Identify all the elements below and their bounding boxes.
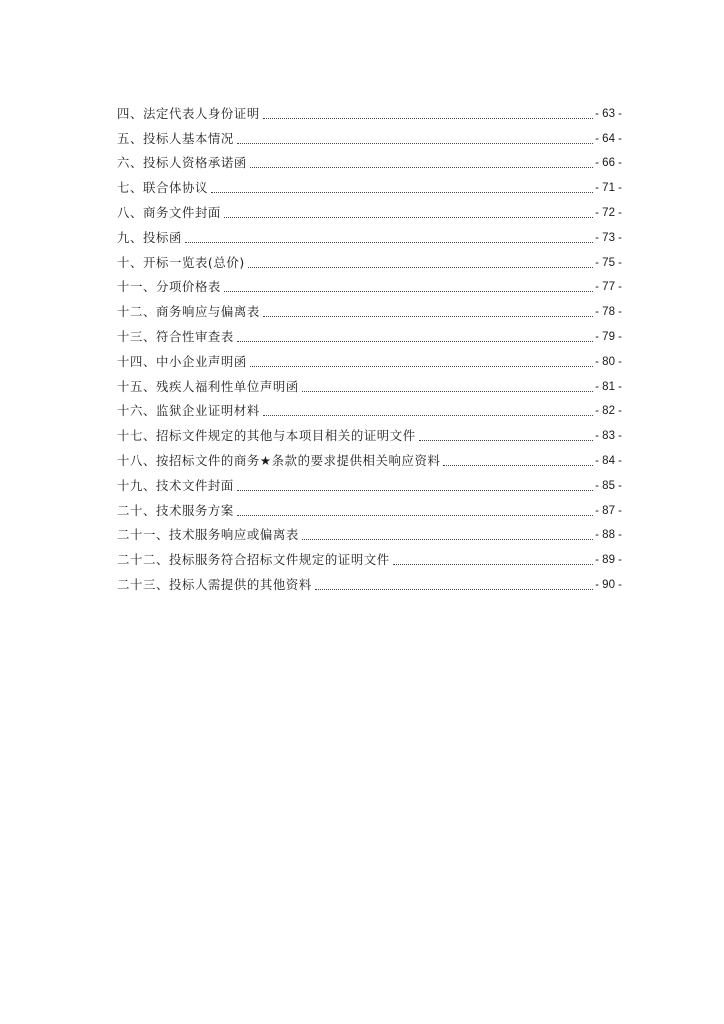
toc-dot-leader [393, 564, 593, 565]
toc-entry-title: 二十、技术服务方案 [117, 502, 234, 518]
toc-entry-title: 十九、技术文件封面 [117, 477, 234, 493]
toc-entry[interactable] [117, 496, 622, 521]
toc-dot-leader [237, 490, 593, 491]
toc-entry[interactable] [117, 347, 622, 372]
toc-dot-leader [211, 192, 593, 193]
toc-entry-page: - 64 - [595, 132, 622, 145]
toc-entry[interactable] [117, 372, 622, 397]
toc-dot-leader [302, 539, 593, 540]
toc-entry[interactable] [117, 322, 622, 347]
toc-entry-page: - 72 - [595, 206, 622, 219]
toc-dot-leader [248, 267, 593, 268]
table-of-contents [117, 99, 622, 595]
toc-dot-leader [237, 341, 593, 342]
toc-entry-page: - 89 - [595, 554, 622, 567]
toc-entry-page: - 83 - [595, 430, 622, 443]
toc-dot-leader [250, 366, 593, 367]
toc-entry-title: 二十一、技术服务响应或偏离表 [117, 527, 299, 543]
toc-entry-page: - 78 - [595, 306, 622, 319]
toc-entry[interactable] [117, 570, 622, 595]
toc-entry-title: 十七、招标文件规定的其他与本项目相关的证明文件 [117, 428, 416, 444]
toc-entry-title: 十一、分项价格表 [117, 279, 221, 295]
toc-dot-leader [224, 291, 593, 292]
toc-entry-page: - 80 - [595, 355, 622, 368]
toc-entry[interactable] [117, 124, 622, 149]
toc-dot-leader [263, 316, 593, 317]
toc-entry[interactable] [117, 99, 622, 124]
toc-dot-leader [263, 415, 593, 416]
toc-entry-title: 二十二、投标服务符合招标文件规定的证明文件 [117, 552, 390, 568]
toc-entry-page: - 90 - [595, 578, 622, 591]
toc-entry[interactable] [117, 273, 622, 298]
toc-entry-title: 八、商务文件封面 [117, 204, 221, 220]
toc-entry[interactable] [117, 397, 622, 422]
toc-entry-page: - 82 - [595, 405, 622, 418]
toc-entry[interactable] [117, 223, 622, 248]
toc-entry-title: 七、联合体协议 [117, 180, 208, 196]
toc-entry-title: 十五、残疾人福利性单位声明函 [117, 378, 299, 394]
toc-entry-title: 十八、按招标文件的商务★条款的要求提供相关响应资料 [117, 452, 441, 468]
toc-entry-title: 十二、商务响应与偏离表 [117, 304, 260, 320]
toc-dot-leader [237, 515, 593, 516]
toc-dot-leader [315, 589, 593, 590]
toc-entry-title: 二十三、投标人需提供的其他资料 [117, 576, 312, 592]
toc-entry-title: 九、投标函 [117, 229, 182, 245]
toc-entry-title: 五、投标人基本情况 [117, 130, 234, 146]
toc-entry-page: - 77 - [595, 281, 622, 294]
toc-entry-title: 四、法定代表人身份证明 [117, 105, 260, 121]
toc-dot-leader [224, 217, 593, 218]
toc-entry-title: 六、投标人资格承诺函 [117, 155, 247, 171]
toc-entry-page: - 73 - [595, 231, 622, 244]
toc-entry[interactable] [117, 521, 622, 546]
toc-entry-page: - 66 - [595, 157, 622, 170]
toc-entry-title: 十六、监狱企业证明材料 [117, 403, 260, 419]
toc-entry[interactable] [117, 173, 622, 198]
toc-entry-title: 十三、符合性审查表 [117, 328, 234, 344]
toc-entry-page: - 84 - [595, 454, 622, 467]
toc-dot-leader [185, 242, 593, 243]
toc-entry[interactable] [117, 248, 622, 273]
toc-entry-page: - 63 - [595, 107, 622, 120]
toc-entry[interactable] [117, 471, 622, 496]
toc-entry-page: - 87 - [595, 504, 622, 517]
toc-entry[interactable] [117, 421, 622, 446]
toc-dot-leader [237, 143, 593, 144]
toc-dot-leader [250, 167, 593, 168]
toc-entry[interactable] [117, 149, 622, 174]
toc-dot-leader [419, 440, 593, 441]
toc-entry-page: - 88 - [595, 529, 622, 542]
toc-entry-page: - 79 - [595, 330, 622, 343]
toc-dot-leader [443, 465, 593, 466]
toc-entry-page: - 85 - [595, 479, 622, 492]
toc-dot-leader [263, 118, 593, 119]
toc-dot-leader [302, 391, 593, 392]
toc-entry-page: - 71 - [595, 182, 622, 195]
toc-entry[interactable] [117, 297, 622, 322]
toc-entry[interactable] [117, 446, 622, 471]
toc-entry-page: - 75 - [595, 256, 622, 269]
toc-entry-page: - 81 - [595, 380, 622, 393]
toc-entry[interactable] [117, 198, 622, 223]
toc-entry-title: 十四、中小企业声明函 [117, 353, 247, 369]
toc-entry[interactable] [117, 545, 622, 570]
toc-entry-title: 十、开标一览表(总价) [117, 254, 245, 270]
